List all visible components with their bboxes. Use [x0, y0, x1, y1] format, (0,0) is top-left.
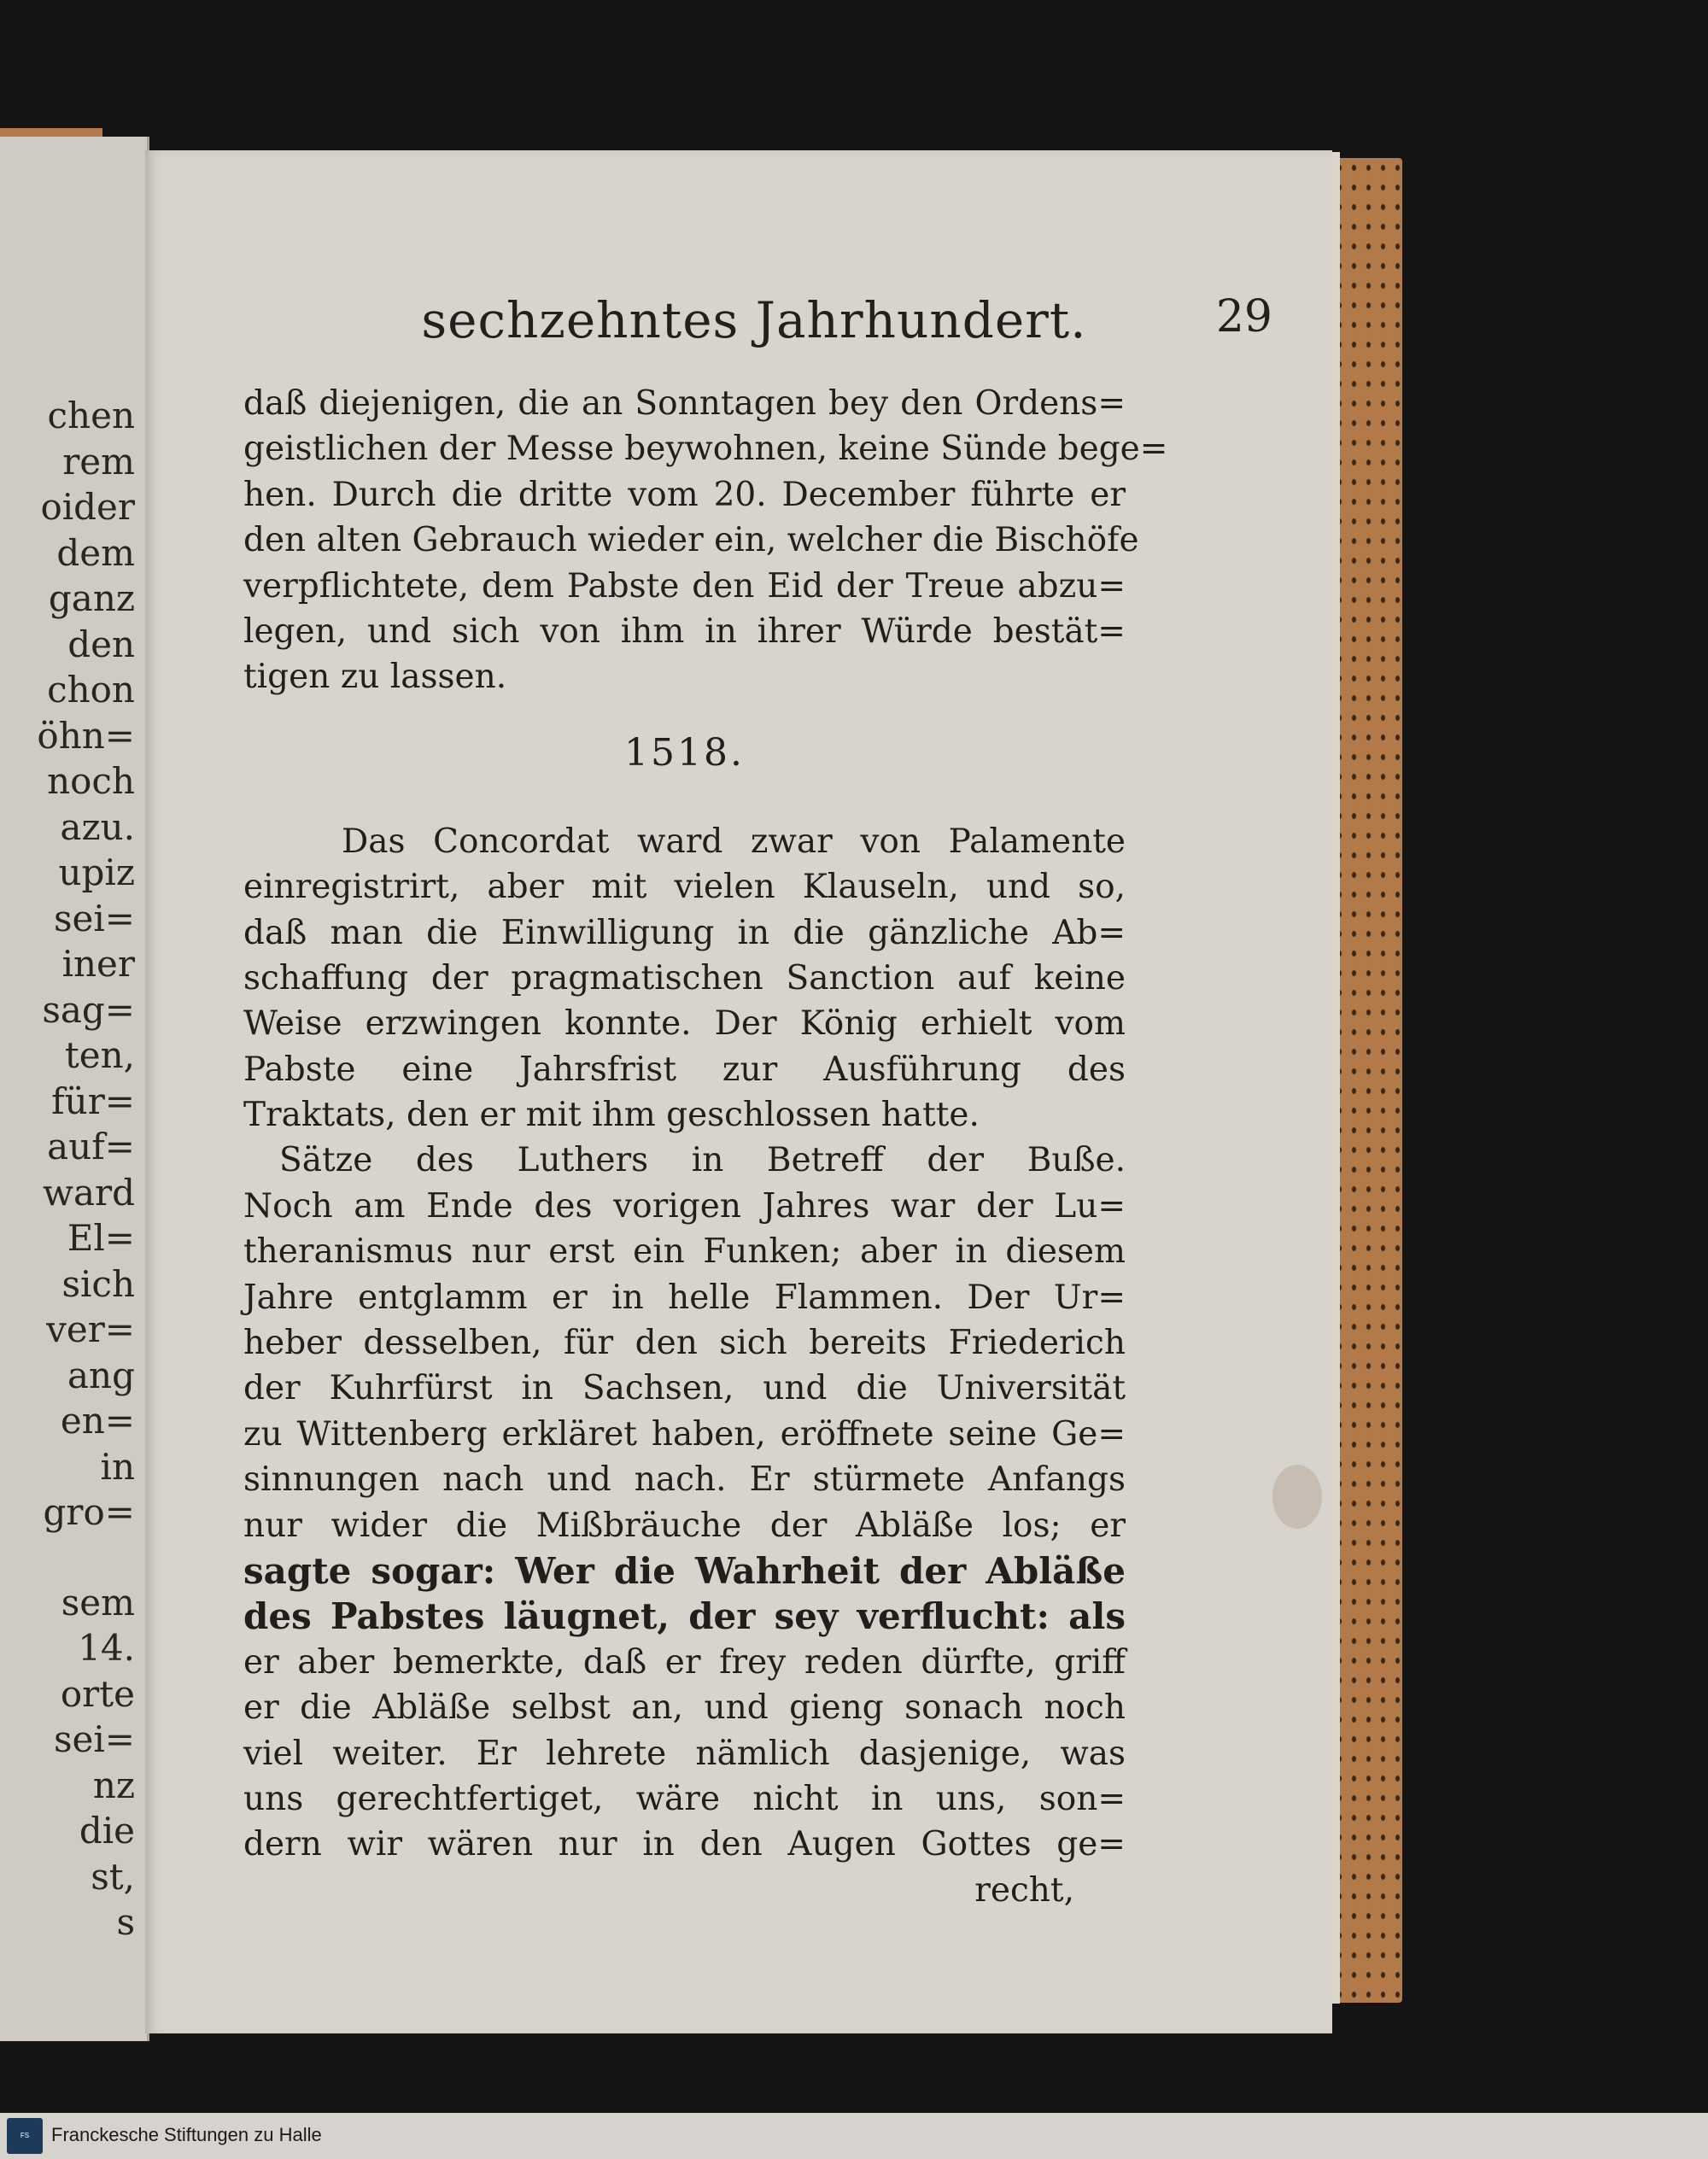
text-line: daß man die Einwilligung in die gänzliche Ab=	[243, 913, 1126, 952]
left-fragment-line: rem	[62, 440, 135, 483]
text-line: Noch am Ende des vorigen Jahres war der Lu=	[243, 1186, 1126, 1226]
left-fragment-line: noch	[47, 760, 135, 802]
left-fragment-line: iner	[61, 943, 135, 985]
left-fragment-line: st,	[91, 1855, 135, 1898]
text-line: Das Concordat ward zwar von Palamente	[342, 822, 1126, 861]
left-fragment-line: ten,	[64, 1034, 135, 1076]
left-fragment-line: chen	[47, 395, 135, 436]
left-fragment-line: sei=	[53, 1718, 135, 1760]
text-line: sinnungen nach und nach. Er stürmete Anfangs	[243, 1460, 1126, 1500]
text-line: den alten Gebrauch wieder ein, welcher die Bischöfe	[243, 521, 1139, 560]
year-heading: 1518.	[624, 730, 745, 775]
page-header	[400, 291, 1272, 351]
running-title: sechzehntes Jahrhundert.	[421, 291, 1087, 349]
text-line: geistlichen der Messe beywohnen, keine Sünde bege=	[243, 430, 1168, 469]
footer-bar	[0, 2113, 1708, 2159]
left-fragment-line: die	[79, 1810, 135, 1852]
left-page-text-fragments	[7, 393, 135, 1945]
left-fragment-line: El=	[67, 1217, 135, 1259]
left-fragment-line: nz	[92, 1764, 135, 1806]
left-fragment-line: upiz	[58, 851, 135, 893]
body-text	[243, 381, 1168, 1913]
left-fragment-line: 14.	[78, 1627, 135, 1669]
left-page	[0, 137, 149, 2041]
text-line: verpflichtete, dem Pabste den Eid der Treue abzu=	[243, 566, 1126, 606]
left-fragment-line: ang	[67, 1354, 135, 1396]
text-line: daß diejenigen, die an Sonntagen bey den Ordens=	[243, 384, 1126, 423]
left-fragment-line: s	[116, 1901, 135, 1943]
left-fragment-line: orte	[60, 1672, 135, 1715]
text-line: zu Wittenberg erkläret haben, eröffnete seine Ge=	[243, 1414, 1126, 1454]
left-fragment-line: öhn=	[37, 714, 135, 757]
left-fragment-line: oider	[40, 486, 135, 528]
text-line: des Pabstes läugnet, der sey verflucht: als	[243, 1595, 1126, 1638]
text-line: hen. Durch die dritte vom 20. December führte er	[243, 475, 1126, 514]
left-fragment-line: auf=	[47, 1126, 135, 1167]
left-fragment-line: gro=	[43, 1491, 135, 1533]
text-line: tigen zu lassen.	[243, 658, 507, 697]
left-fragment-line: in	[100, 1445, 135, 1488]
text-line: der Kuhrfürst in Sachsen, und die Universität	[243, 1369, 1126, 1408]
left-fragment-line: ver=	[46, 1308, 135, 1350]
text-line: nur wider die Mißbräuche der Abläße los; er	[243, 1506, 1126, 1545]
paper-stain	[1272, 1465, 1322, 1529]
text-line: Pabste eine Jahrsfrist zur Ausführung des	[243, 1050, 1126, 1089]
institution-logo-icon: FS	[7, 2118, 43, 2154]
left-fragment-line: den	[67, 623, 135, 665]
page-number: 29	[1215, 291, 1272, 342]
text-line: sagte sogar: Wer die Wahrheit der Abläße	[243, 1549, 1126, 1592]
text-line: Weise erzwingen konnte. Der König erhielt vom	[243, 1004, 1126, 1044]
left-fragment-line: sem	[61, 1581, 135, 1624]
left-fragment-line: sag=	[42, 988, 135, 1031]
left-fragment-line: azu.	[60, 805, 135, 848]
text-line: einregistrirt, aber mit vielen Klauseln, und so,	[243, 868, 1126, 907]
left-fragment-line: chon	[47, 669, 135, 711]
text-line: dern wir wären nur in den Augen Gottes ge=	[243, 1825, 1126, 1864]
catchword: recht,	[974, 1870, 1074, 1910]
book-cover-edge	[1332, 158, 1402, 2003]
text-line: theranismus nur erst ein Funken; aber in diesem	[243, 1232, 1126, 1272]
left-fragment-line: ganz	[48, 577, 135, 619]
right-page	[145, 150, 1332, 2033]
text-line: viel weiter. Er lehrete nämlich dasjenige, was	[243, 1734, 1126, 1773]
left-fragment-line: en=	[60, 1400, 135, 1442]
text-line: heber desselben, für den sich bereits Friederich	[243, 1324, 1126, 1363]
left-fragment-line: sich	[61, 1262, 135, 1305]
left-fragment-line: für=	[51, 1080, 135, 1122]
text-line: er die Abläße selbst an, und gieng sonach noch	[243, 1688, 1126, 1728]
text-line: Traktats, den er mit ihm geschlossen hatte.	[243, 1096, 980, 1135]
left-fragment-line: dem	[56, 531, 135, 574]
left-fragment-line: sei=	[53, 897, 135, 939]
text-line: er aber bemerkte, daß er frey reden dürfte, griff	[243, 1642, 1126, 1682]
text-line: Sätze des Luthers in Betreff der Buße.	[279, 1141, 1126, 1180]
institution-name: Franckesche Stiftungen zu Halle	[51, 2124, 322, 2145]
text-line: schaffung der pragmatischen Sanction auf keine	[243, 958, 1126, 998]
left-fragment-line: ward	[43, 1171, 135, 1214]
text-line: uns gerechtfertiget, wäre nicht in uns, son=	[243, 1779, 1126, 1818]
text-line: legen, und sich von ihm in ihrer Würde bestät=	[243, 611, 1126, 651]
text-line: Jahre entglamm er in helle Flammen. Der Ur=	[243, 1278, 1126, 1317]
